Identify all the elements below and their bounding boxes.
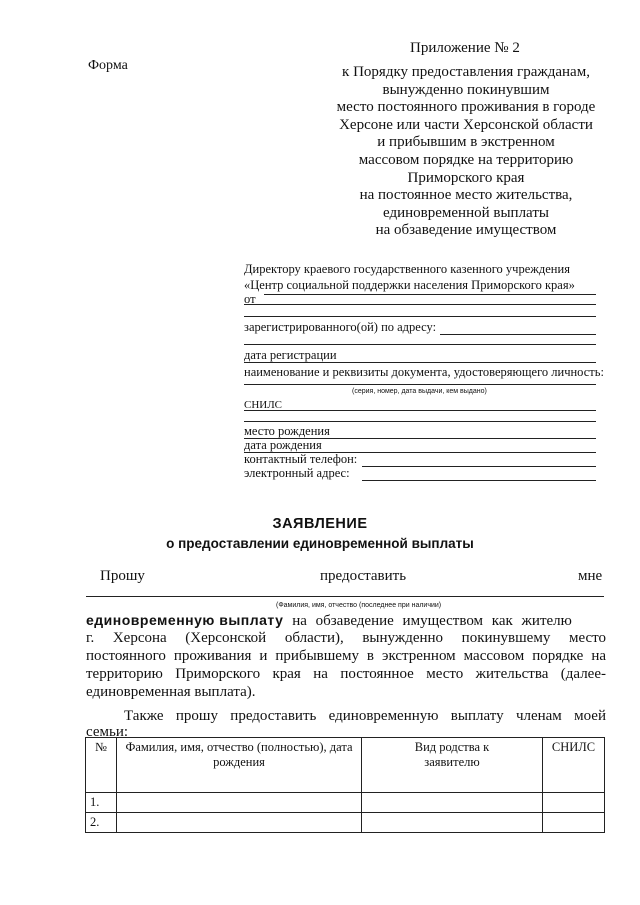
row-number: 2. bbox=[86, 813, 117, 833]
cell-kinship[interactable] bbox=[362, 793, 543, 813]
phone-field[interactable] bbox=[362, 466, 596, 467]
cell-kinship[interactable] bbox=[362, 813, 543, 833]
table-row bbox=[86, 793, 605, 813]
header-snils: СНИЛС bbox=[543, 738, 605, 793]
table-row bbox=[86, 813, 605, 833]
field-line bbox=[244, 344, 596, 345]
appendix-line: на постоянное место жительства, bbox=[359, 187, 573, 204]
appendix-line: к Порядку предоставления гражданам, bbox=[342, 64, 590, 80]
cell-fio[interactable] bbox=[117, 813, 362, 833]
fio-field[interactable] bbox=[86, 596, 604, 597]
email-field[interactable] bbox=[362, 480, 596, 481]
from-label: от bbox=[244, 292, 256, 306]
id-doc-field[interactable] bbox=[244, 384, 596, 385]
body-text: на обзаведение имуществом как жителю bbox=[283, 613, 572, 629]
reg-date-label: дата регистрации bbox=[244, 348, 337, 362]
snils-field[interactable] bbox=[244, 410, 596, 411]
id-doc-hint: (серия, номер, дата выдачи, кем выдано) bbox=[352, 388, 487, 395]
request-word-2: предоставить bbox=[320, 568, 407, 584]
snils-label: СНИЛС bbox=[244, 399, 283, 411]
appendix-title: Приложение № 2 bbox=[410, 40, 520, 56]
request-word-1: Прошу bbox=[100, 568, 145, 584]
body-line-1 bbox=[86, 612, 606, 631]
field-line bbox=[244, 421, 596, 422]
address-label: зарегистрированного(ой) по адресу: bbox=[244, 320, 437, 334]
body-line-3: постоянного проживания и прибывшему в экстренном массовом порядке на bbox=[86, 648, 606, 664]
phone-label: контактный телефон: bbox=[244, 452, 358, 466]
address-field[interactable] bbox=[440, 334, 596, 335]
application-title: ЗАЯВЛЕНИЕ bbox=[272, 516, 368, 532]
id-doc-label: наименование и реквизиты документа, удостоверяющего личность: bbox=[244, 365, 604, 379]
header-number: № bbox=[86, 738, 117, 793]
field-line bbox=[264, 294, 596, 295]
appendix-line: Херсоне или части Херсонской области bbox=[339, 116, 593, 133]
appendix-line: единовременной выплаты bbox=[383, 204, 549, 221]
body-line-4: территорию Приморского края на постоянное место жительства (далее- bbox=[86, 666, 606, 682]
field-line bbox=[244, 316, 596, 317]
application-subtitle: о предоставлении единовременной выплаты bbox=[166, 536, 474, 551]
appendix-line: массовом порядке на территорию bbox=[358, 151, 574, 168]
cell-fio[interactable] bbox=[117, 793, 362, 813]
row-number: 1. bbox=[86, 793, 117, 813]
reg-date-field[interactable] bbox=[244, 362, 596, 363]
recipient-line-1: Директору краевого государственного казенного учреждения bbox=[244, 262, 570, 276]
body-line-5: единовременная выплата). bbox=[86, 684, 256, 700]
birthplace-label: место рождения bbox=[244, 424, 330, 438]
cell-snils[interactable] bbox=[543, 813, 605, 833]
from-field[interactable] bbox=[244, 304, 596, 305]
birthdate-label: дата рождения bbox=[244, 438, 322, 452]
header-kinship: Вид родства к заявителю bbox=[362, 738, 543, 793]
request-word-3: мне bbox=[578, 568, 603, 584]
family-request-line-2: семьи: bbox=[86, 724, 129, 740]
appendix-line: на обзаведение имуществом bbox=[375, 222, 557, 239]
fio-hint: (Фамилия, имя, отчество (последнее при наличии) bbox=[276, 602, 442, 609]
header-fio: Фамилия, имя, отчество (полностью), дата рождения bbox=[117, 738, 362, 793]
email-label: электронный адрес: bbox=[244, 466, 350, 480]
body-line-2: г. Херсона (Херсонской области), вынужденно покинувшему место bbox=[86, 630, 606, 646]
appendix-line: и прибывшим в экстренном bbox=[377, 134, 555, 151]
family-table bbox=[85, 737, 605, 833]
cell-snils[interactable] bbox=[543, 793, 605, 813]
family-request-line-1: Также прошу предоставить единовременную выплату членам моей bbox=[124, 708, 606, 724]
appendix-line: Приморского края bbox=[407, 169, 525, 186]
recipient-line-2: «Центр социальной поддержки населения Приморского края» bbox=[244, 278, 575, 292]
appendix-line: место постоянного проживания в городе bbox=[336, 99, 596, 116]
table-header-row bbox=[86, 738, 605, 793]
appendix-text bbox=[316, 64, 616, 240]
form-label: Форма bbox=[88, 58, 128, 73]
body-bold-term: единовременную выплату bbox=[86, 612, 284, 628]
appendix-line: вынужденно покинувшим bbox=[382, 81, 550, 98]
